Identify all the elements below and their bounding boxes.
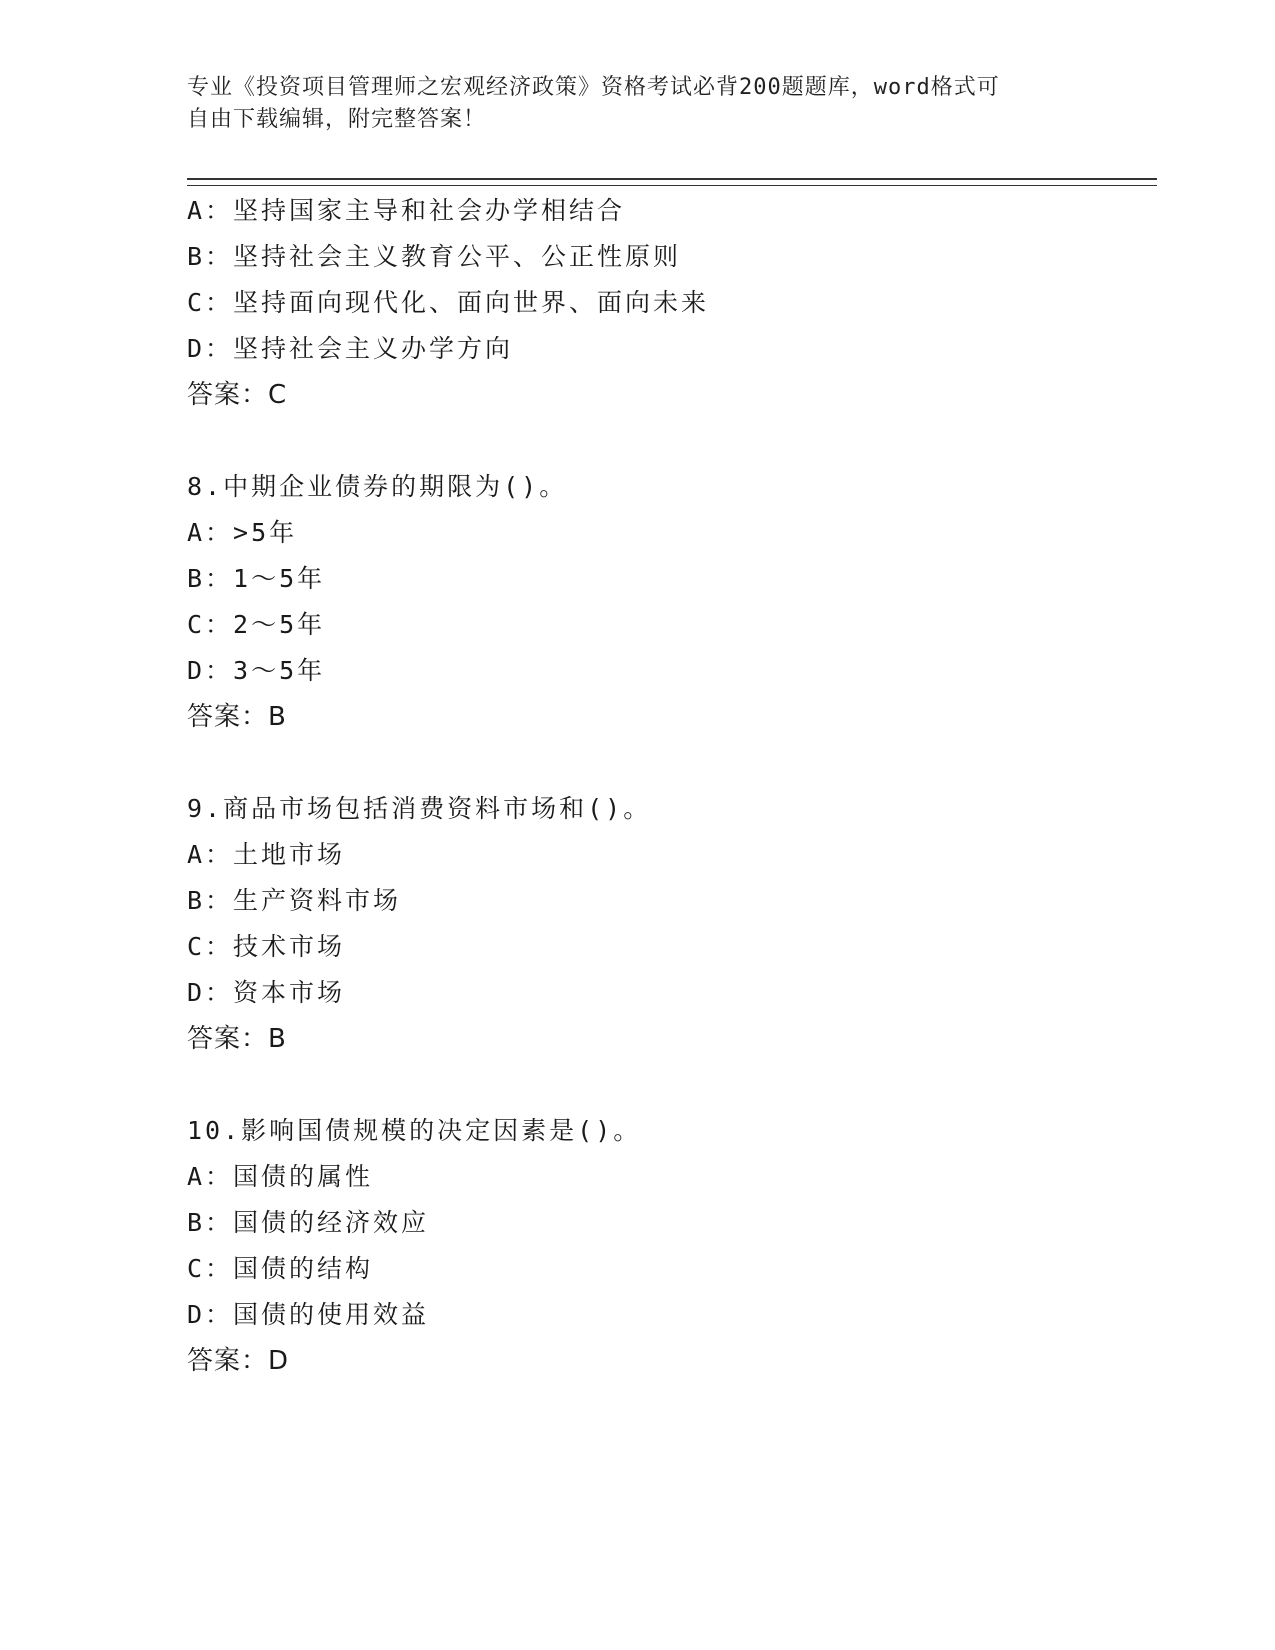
- option-b: B：国债的经济效应: [187, 1208, 430, 1237]
- answer-line: 答案：C: [187, 380, 288, 410]
- answer-line: 答案：D: [187, 1346, 290, 1376]
- option-a: A：坚持国家主导和社会办学相结合: [187, 196, 626, 225]
- option-d: D：坚持社会主义办学方向: [187, 334, 514, 363]
- question-block-8: [187, 464, 1147, 740]
- option-d: D：国债的使用效益: [187, 1300, 430, 1329]
- question-block-9: [187, 786, 1147, 1062]
- document-header: [187, 72, 1087, 136]
- question-list: [187, 188, 1147, 1384]
- option-c: C：国债的结构: [187, 1254, 374, 1283]
- question-stem: 9.商品市场包括消费资料市场和()。: [187, 794, 652, 823]
- option-a: A：土地市场: [187, 840, 346, 869]
- option-d: D：3～5年: [187, 656, 326, 685]
- option-d: D：资本市场: [187, 978, 346, 1007]
- header-line-2: 自由下载编辑，附完整答案！: [187, 107, 487, 132]
- question-stem: 8.中期企业债券的期限为()。: [187, 472, 568, 501]
- question-block-7: [187, 188, 1147, 418]
- header-line-1: 专业《投资项目管理师之宏观经济政策》资格考试必背200题题库，word格式可: [187, 75, 1000, 100]
- question-block-10: [187, 1108, 1147, 1384]
- option-a: A：>5年: [187, 518, 298, 547]
- question-stem: 10.影响国债规模的决定因素是()。: [187, 1116, 642, 1145]
- header-divider: [187, 178, 1157, 186]
- option-b: B：生产资料市场: [187, 886, 402, 915]
- option-a: A：国债的属性: [187, 1162, 374, 1191]
- option-b: B：坚持社会主义教育公平、公正性原则: [187, 242, 682, 271]
- option-c: C：坚持面向现代化、面向世界、面向未来: [187, 288, 710, 317]
- option-c: C：技术市场: [187, 932, 346, 961]
- answer-line: 答案：B: [187, 1024, 287, 1054]
- answer-line: 答案：B: [187, 702, 287, 732]
- option-b: B：1～5年: [187, 564, 326, 593]
- option-c: C：2～5年: [187, 610, 326, 639]
